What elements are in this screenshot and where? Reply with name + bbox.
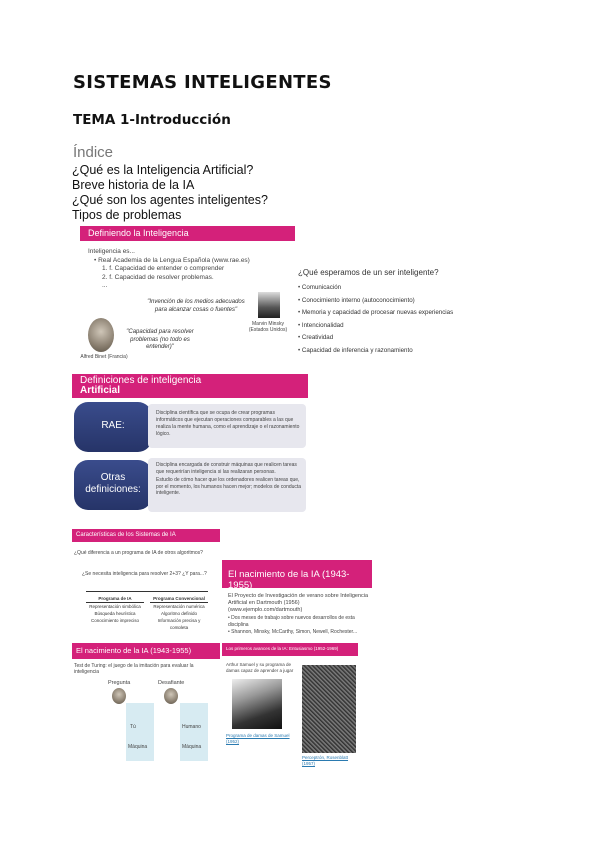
flow-label: Máquina xyxy=(182,744,202,750)
caption-left: Programa de damas de Samuel (1952) xyxy=(226,733,290,744)
expectations-list xyxy=(298,282,498,357)
table-column: Programa de IA Representación simbólica Búsqueda heurística Conocimiento impreciso xyxy=(86,595,144,624)
slide-intelligent-being xyxy=(298,268,498,368)
slide-header: Definiendo la Inteligencia xyxy=(80,226,295,241)
person-caption: Marvin Minsky (Estados Unidos) xyxy=(248,321,288,333)
table-column: Programa Convencional Representación numérica Algoritmo definido Información precisa y completa xyxy=(150,595,208,629)
person-caption: Alfred Binet (Francia) xyxy=(80,354,128,360)
slide-early-progress xyxy=(222,643,358,767)
bullet: • Shannon, Minsky, McCarthy, Simon, Newell, Rochester... xyxy=(228,629,358,635)
slide-header: Los primeros avances de la IA: Entusiasmo (1952-1969) xyxy=(222,643,358,656)
document-title: SISTEMAS INTELIGENTES xyxy=(73,72,332,93)
slide-header: Características de los Sistemas de IA xyxy=(72,529,220,542)
definition-1: 1. f. Capacidad de entender o comprender xyxy=(102,265,225,272)
caption-top: Arthur Samuel y su programa de damas capaz de aprender a jugar xyxy=(226,662,294,673)
label-pregunta: Pregunta xyxy=(108,680,131,686)
intro-text: Inteligencia es... xyxy=(88,248,135,255)
index-item: Breve historia de la IA xyxy=(72,178,195,192)
comparison-table xyxy=(86,591,208,627)
flow-box-right xyxy=(180,703,208,761)
list-item: • Intencionalidad xyxy=(298,320,498,333)
flow-label: Humano xyxy=(182,724,201,730)
slide-defining-intelligence xyxy=(80,226,295,369)
list-item: • Conocimiento interno (autoconocimiento) xyxy=(298,295,498,308)
bullet: • Dos meses de trabajo sobre nuevos desarrollos de esta disciplina xyxy=(228,615,355,628)
slide-ai-birth xyxy=(222,560,372,640)
slide-header: El nacimiento de la IA (1943-1955) xyxy=(72,643,220,659)
slide-intro: Test de Turing: el juego de la imitación para evaluar la inteligencia xyxy=(74,663,194,675)
index-item: ¿Qué son los agentes inteligentes? xyxy=(72,193,268,207)
question-1: ¿Qué diferencia a un programa de IA de otros algoritmos? xyxy=(74,550,203,556)
flow-label: Máquina xyxy=(128,744,148,750)
list-item: • Comunicación xyxy=(298,282,498,295)
slide-header: El nacimiento de la IA (1943-1955) xyxy=(222,560,372,588)
caption-right: Perceptrón, Rosenblatt (1957) xyxy=(302,755,349,766)
list-item: • Capacidad de inferencia y razonamiento xyxy=(298,345,498,358)
ellipsis: ... xyxy=(102,282,108,289)
document-subtitle: TEMA 1-Introducción xyxy=(73,112,231,128)
flow-box-left xyxy=(126,703,154,761)
rae-text: Disciplina científica que se ocupa de crear programas informáticos que ejecutan operaciones comparables a las que realiza la mente humana, como el aprendizaje o el razonamiento lógico. xyxy=(156,410,300,437)
index-item: ¿Qué es la Inteligencia Artificial? xyxy=(72,163,254,177)
rae-pill: RAE: xyxy=(74,402,152,452)
slide-question: ¿Qué esperamos de un ser inteligente? xyxy=(298,268,439,277)
source-text: • Real Academia de la Lengua Española (www.rae.es) xyxy=(94,256,250,264)
flow-label: Tú xyxy=(130,724,136,730)
label-desafio: Desafiante xyxy=(158,680,185,686)
slide-header xyxy=(72,374,308,398)
slide-turing-test xyxy=(72,643,220,767)
quote-1: "Invención de los medios adecuados para alcanzar cosas o fuentes" xyxy=(147,299,245,313)
slide-ai-definitions xyxy=(72,374,308,514)
definition-2: 2. f. Capacidad de resolver problemas. xyxy=(102,273,214,281)
header-line: Definiciones de inteligencia xyxy=(80,375,202,386)
samuel-photo xyxy=(232,679,282,729)
other-pill: Otras definiciones: xyxy=(74,460,152,510)
index-heading: Índice xyxy=(73,144,114,161)
index-list xyxy=(72,163,268,223)
header-line: Artificial xyxy=(80,385,121,396)
list-item: • Creatividad xyxy=(298,332,498,345)
slide-ai-characteristics xyxy=(72,529,220,629)
question-2: ¿Se necesita inteligencia para resolver 2+3? ¿Y para...? xyxy=(82,571,207,577)
person-icon xyxy=(112,688,126,704)
minsky-photo xyxy=(258,292,280,318)
index-item: Tipos de problemas xyxy=(72,208,182,222)
other-text: Disciplina encargada de construir máquinas que realicen tareas que requerirían inteligencia si las realizaran personas. Estudio de cómo hacer que los ordenadores realicen tareas que, por el momento, los humanos hacen mejor; modelos de conducta inteligente. xyxy=(156,462,302,496)
perceptron-photo xyxy=(302,665,356,753)
list-item: • Memoria y capacidad de procesar nuevas experiencias xyxy=(298,307,498,320)
person-icon xyxy=(164,688,178,704)
slide-body: El Proyecto de Investigación de verano sobre Inteligencia Artificial en Dartmouth (1956) (www.ejemplo.com/dartmouth) xyxy=(228,593,369,613)
binet-photo xyxy=(88,318,114,352)
slide-content xyxy=(88,248,288,291)
quote-2: "Capacidad para resolver problemas (no todo es entender)" xyxy=(126,329,194,350)
